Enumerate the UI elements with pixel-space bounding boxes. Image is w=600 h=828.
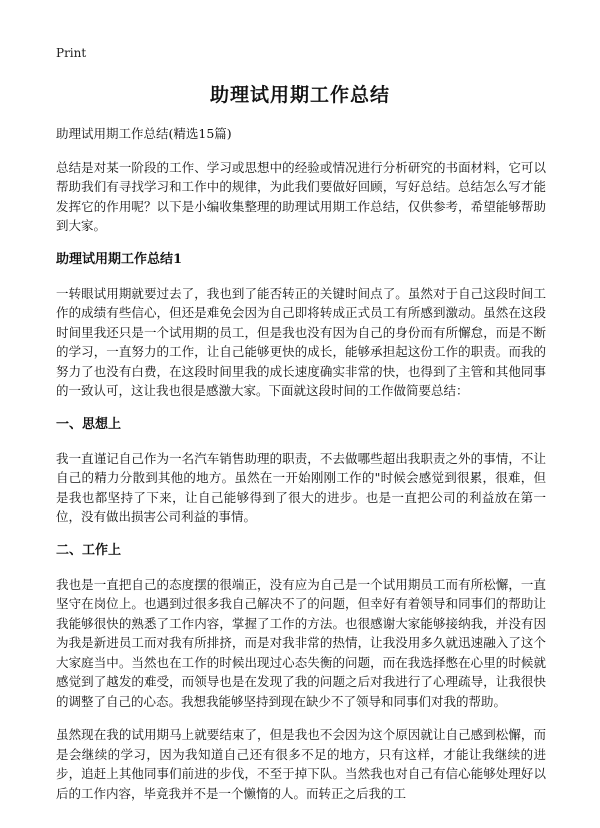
subtitle: 助理试用期工作总结(精选15篇) bbox=[56, 126, 232, 141]
heading-thought: 一、思想上 bbox=[56, 416, 122, 432]
paragraph-2: 我一直谨记自己作为一名汽车销售助理的职责，不去做哪些超出我职责之外的事情，不让自己的精力分散到其他的地方。虽然在一开始刚刚工作的"时候会感觉到很累，很难，但是我也都坚持了下来，让自己能够得到了很大的进步。也是一直把公司的利益放在第一位，没有做出损害公司利益的事情。 bbox=[56, 450, 546, 524]
print-label[interactable]: Print bbox=[56, 46, 87, 60]
heading-work: 二、工作上 bbox=[56, 542, 122, 558]
section-title: 助理试用期工作总结1 bbox=[56, 251, 183, 267]
paragraph-1: 一转眼试用期就要过去了，我也到了能否转正的关键时间点了。虽然对于自己这段时间工作的成绩有些信心，但还是难免会因为自己即将转成正式员工有所感到激动。虽然在这段时间里我还只是一个试用期的员工，但是我也没有因为自己的身份而有所懈怠，而是不断的学习，一直努力的工作，让自己能够更快的成长，能够承担起这份工作的职责。而我的努力了也没有白费，在这段时间里我的成长速度确实非常的快，也得到了主管和其他同事的一致认可，这让我也很是感激大家。下面就这段时间的工作做简要总结： bbox=[56, 285, 546, 398]
intro-paragraph: 总结是对某一阶段的工作、学习或思想中的经验或情况进行分析研究的书面材料，它可以帮助我们有寻找学习和工作中的规律，为此我们要做好回顾，写好总结。总结怎么写才能发挥它的作用呢？以下是小编收集整理的助理试用期工作总结，仅供参考，希望能够帮助到大家。 bbox=[56, 159, 546, 233]
paragraph-3: 我也是一直把自己的态度摆的很端正，没有应为自己是一个试用期员工而有所松懈，一直坚守在岗位上。也遇到过很多我自己解决不了的问题，但幸好有着领导和同事们的帮助让我能够很快的熟悉了工作内容，掌握了工作的方法。也很感谢大家能够接纳我，并没有因为我是新进员工而对我有所排挤，而是对我非常的热情，让我没用多久就迅速融入了这个大家庭当中。当然也在工作的时候出现过心态失衡的问题，而在我选择憋在心里的时候就感觉到了越发的难受，而领导也是在发现了我的问题之后对我进行了心理疏导，让我很快的调整了自己的心态。我想我能够坚持到现在缺少不了领导和同事们对我的帮助。 bbox=[56, 576, 546, 709]
page-title: 助理试用期工作总结 bbox=[209, 84, 390, 106]
document-body bbox=[56, 124, 546, 817]
paragraph-4: 虽然现在我的试用期马上就要结束了，但是我也不会因为这个原因就让自己感到松懈，而是会继续的学习，因为我知道自己还有很多不足的地方，只有这样，才能让我继续的进步，追赶上其他同事们前进的步伐，不至于掉下队。当然我也对自己有信心能够处理好以后的工作内容，毕竟我并不是一个懒惰的人。而转正之后我的工 bbox=[56, 727, 546, 801]
